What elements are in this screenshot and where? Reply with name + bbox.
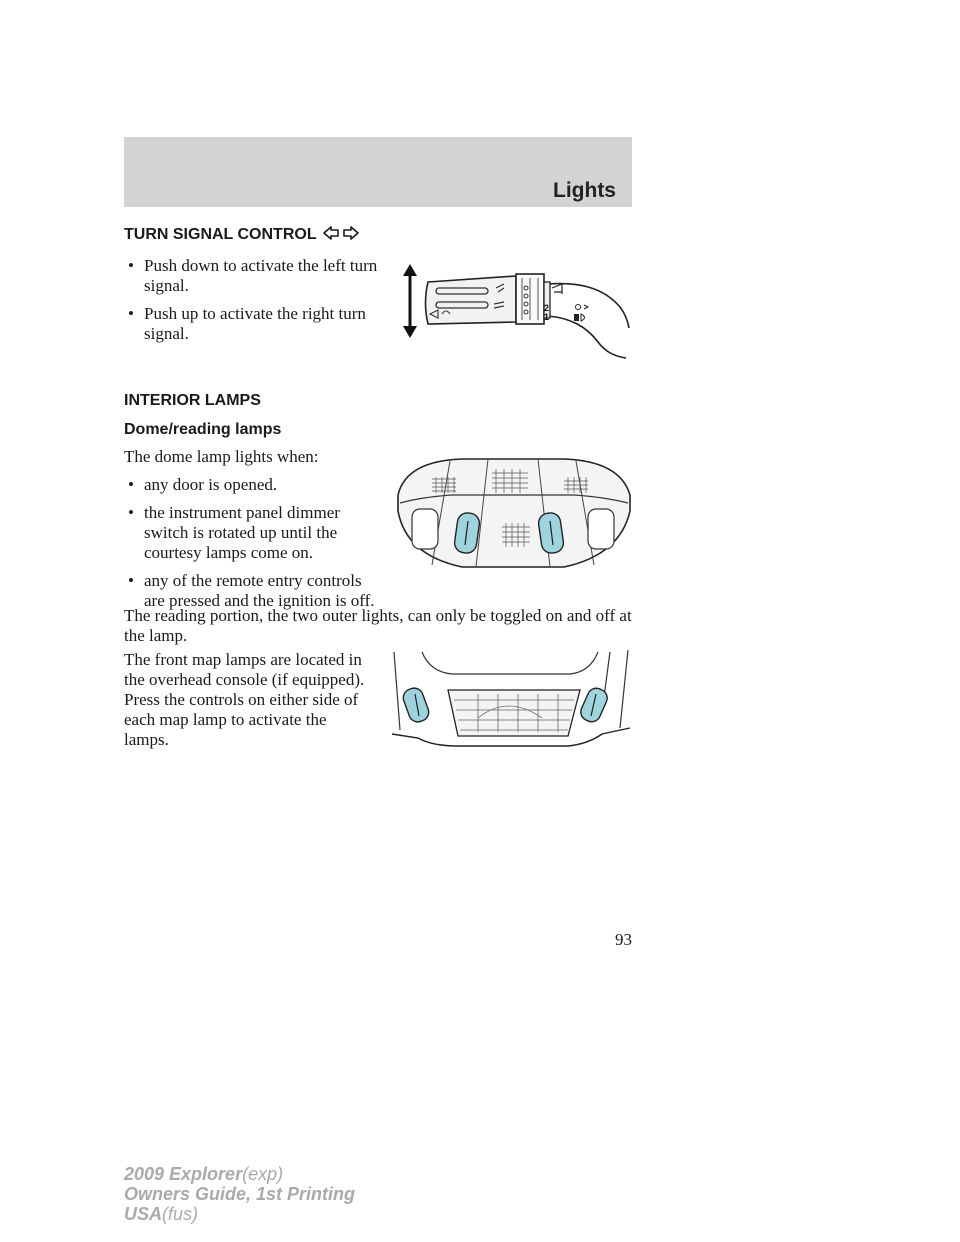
list-item-text: Push down to activate the left turn signal. <box>144 256 378 295</box>
footer-model-code: (exp) <box>242 1164 284 1184</box>
interior-lamps-heading: INTERIOR LAMPS <box>124 392 261 409</box>
list-item-text: any of the remote entry controls are pressed and the ignition is off. <box>144 571 375 610</box>
map-lamps-text: The front map lamps are located in the overhead console (if equipped). Press the controls on either side of each map lamp to activate the lamps. <box>124 650 365 749</box>
section-header <box>124 137 632 207</box>
dome-lamp-illustration <box>392 455 634 573</box>
turn-arrows-icon <box>323 225 359 241</box>
turn-signal-list <box>128 256 378 352</box>
headlamp-icon <box>574 314 585 321</box>
list-item <box>128 503 378 563</box>
document-footer <box>124 1164 355 1224</box>
dome-left-cover <box>412 509 438 549</box>
footer-region: USA <box>124 1204 163 1224</box>
dome-intro-text: The dome lamp lights when: <box>124 447 319 466</box>
bullet-dot: • <box>128 304 134 323</box>
page-number: 93 <box>615 930 632 949</box>
list-item <box>128 304 378 344</box>
map-lamp-illustration <box>388 648 634 748</box>
dome-reading-subheading: Dome/reading lamps <box>124 421 282 438</box>
section-title: Lights <box>553 179 616 202</box>
arrow-down-icon <box>403 326 417 338</box>
footer-line-1 <box>124 1164 355 1184</box>
turn-signal-heading-text: TURN SIGNAL CONTROL <box>124 226 317 243</box>
footer-model: 2009 Explorer <box>124 1164 243 1184</box>
bullet-dot: • <box>128 571 134 590</box>
bullet-dot: • <box>128 475 134 494</box>
wiper-icon <box>552 284 562 294</box>
footer-line-2: Owners Guide, 1st Printing <box>124 1184 356 1204</box>
footer-region-code: (fus) <box>162 1204 199 1224</box>
dome-right-cover <box>588 509 614 549</box>
list-item-text: the instrument panel dimmer switch is rotated up until the courtesy lamps come on. <box>144 503 340 562</box>
list-item <box>128 256 378 296</box>
stalk-position-1: 1 <box>544 312 550 322</box>
parking-lamp-icon <box>576 305 589 310</box>
list-item <box>128 475 378 495</box>
bullet-dot: • <box>128 256 134 275</box>
arrow-up-icon <box>403 264 417 276</box>
left-map-lamp-button[interactable] <box>401 686 431 725</box>
turn-signal-stalk-illustration <box>398 262 634 360</box>
turn-signal-heading <box>124 225 359 244</box>
bullet-dot: • <box>128 503 134 522</box>
reading-portion-text: The reading portion, the two outer lights, can only be toggled on and off at the lamp. <box>124 606 632 645</box>
footer-line-3 <box>124 1204 355 1224</box>
list-item-text: Push up to activate the right turn signal. <box>144 304 366 343</box>
stalk-position-2: 2 <box>544 303 550 313</box>
list-item-text: any door is opened. <box>144 475 278 494</box>
dome-conditions-list <box>128 475 378 619</box>
list-item <box>128 571 378 611</box>
